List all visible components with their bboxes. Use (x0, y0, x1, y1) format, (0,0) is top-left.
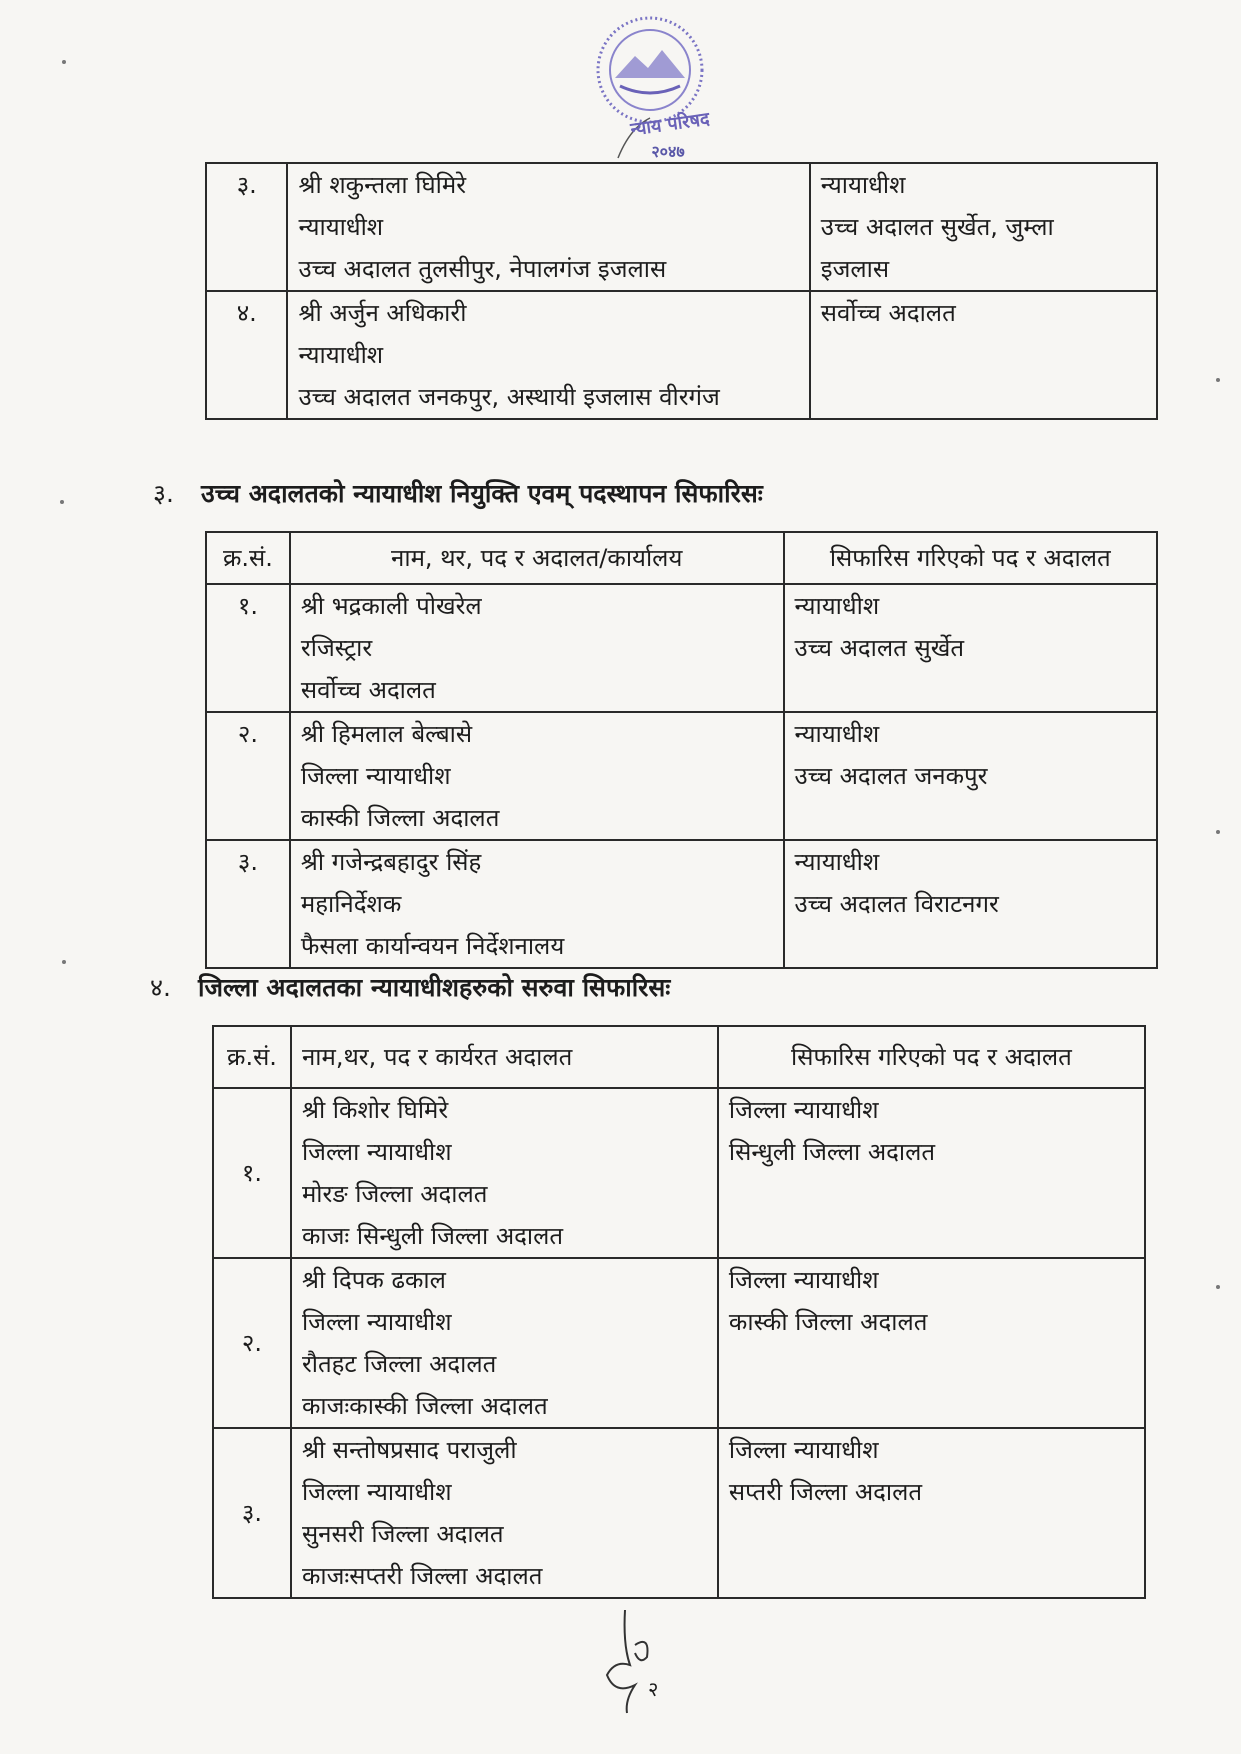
recommendation-line: उच्च अदालत जनकपुर (794, 762, 988, 790)
header-recommendation: सिफारिस गरिएको पद र अदालत (718, 1026, 1145, 1088)
name-line: महानिर्देशक (300, 890, 402, 918)
table-row (213, 1428, 1145, 1598)
recommendation-line: न्यायाधीश (794, 592, 880, 620)
table-row (206, 163, 1157, 291)
name-details-cell (291, 1258, 718, 1428)
recommendation-line: सप्तरी जिल्ला अदालत (728, 1478, 923, 1506)
name-line: श्री गजेन्द्रबहादुर सिंह (300, 848, 482, 876)
table-row (206, 584, 1157, 712)
name-line: कास्की जिल्ला अदालत (300, 804, 500, 832)
scan-speck (1216, 378, 1220, 382)
recommendation-line: उच्च अदालत विराटनगर (794, 890, 999, 918)
recommendation-line: सर्वोच्च अदालत (820, 299, 956, 327)
recommendation-line: जिल्ला न्यायाधीश (728, 1096, 879, 1124)
serial-number-text: २. (241, 1329, 263, 1357)
serial-number-text: ३. (237, 848, 258, 876)
name-line: सर्वोच्च अदालत (300, 676, 436, 704)
recommendation-cell (784, 840, 1157, 968)
name-line: श्री किशोर घिमिरे (301, 1096, 449, 1124)
name-details-cell (290, 712, 784, 840)
section-title: उच्च अदालतको न्यायाधीश नियुक्ति एवम् पदस्थापन सिफारिसः (201, 479, 763, 508)
name-line: श्री हिमलाल बेल्बासे (300, 720, 473, 748)
scan-speck (62, 960, 66, 964)
serial-number (206, 712, 290, 840)
recommendation-line: कास्की जिल्ला अदालत (728, 1308, 928, 1336)
section-title: जिल्ला अदालतका न्यायाधीशहरुको सरुवा सिफारिसः (198, 973, 671, 1002)
name-line: श्री अर्जुन अधिकारी (298, 299, 467, 327)
continuation-table (205, 162, 1158, 420)
page-number: २ (648, 1677, 659, 1701)
name-line: श्री शकुन्तला घिमिरे (298, 171, 467, 199)
serial-number (213, 1258, 291, 1428)
recommendation-cell (810, 291, 1157, 419)
section-4-heading (150, 970, 670, 1004)
serial-number (213, 1428, 291, 1598)
name-line: जिल्ला न्यायाधीश (300, 762, 451, 790)
table-row (213, 1258, 1145, 1428)
name-line: मोरङ जिल्ला अदालत (301, 1180, 488, 1208)
name-details-cell (290, 584, 784, 712)
high-court-appointment-table (205, 531, 1158, 969)
name-line: काजःसप्तरी जिल्ला अदालत (301, 1562, 543, 1590)
serial-number (206, 840, 290, 968)
name-line: रजिस्ट्रार (300, 634, 373, 662)
section-number: ४. (150, 973, 171, 1002)
scan-speck (1216, 830, 1220, 834)
name-line: काजः सिन्धुली जिल्ला अदालत (301, 1222, 564, 1250)
name-line: जिल्ला न्यायाधीश (301, 1138, 452, 1166)
recommendation-line: न्यायाधीश (794, 848, 880, 876)
table-row (206, 291, 1157, 419)
header-name: नाम,थर, पद र कार्यरत अदालत (291, 1026, 718, 1088)
section-number: ३. (153, 479, 174, 508)
seal-text: न्याय परिषद (629, 108, 711, 141)
name-line: श्री सन्तोषप्रसाद पराजुली (301, 1436, 517, 1464)
name-line: श्री दिपक ढकाल (301, 1266, 446, 1294)
header-serial: क्र.सं. (213, 1026, 291, 1088)
recommendation-line: उच्च अदालत सुर्खेत (794, 634, 965, 662)
name-line: रौतहट जिल्ला अदालत (301, 1350, 497, 1378)
seal-year: २०४७ (651, 142, 685, 161)
header-recommendation: सिफारिस गरिएको पद र अदालत (784, 532, 1157, 584)
name-line: न्यायाधीश (298, 341, 384, 369)
serial-number (206, 584, 290, 712)
name-details-cell (287, 291, 809, 419)
name-details-cell (287, 163, 809, 291)
serial-number-text: ३. (236, 171, 257, 199)
table-row (206, 840, 1157, 968)
recommendation-line: इजलास (820, 255, 890, 283)
recommendation-line: न्यायाधीश (794, 720, 880, 748)
name-details-cell (290, 840, 784, 968)
name-line: उच्च अदालत जनकपुर, अस्थायी इजलास वीरगंज (298, 383, 720, 411)
recommendation-line: सिन्धुली जिल्ला अदालत (728, 1138, 936, 1166)
recommendation-cell (718, 1088, 1145, 1258)
recommendation-cell (784, 712, 1157, 840)
name-line: उच्च अदालत तुलसीपुर, नेपालगंज इजलास (298, 255, 667, 283)
name-details-cell (291, 1088, 718, 1258)
name-line: काजःकास्की जिल्ला अदालत (301, 1392, 548, 1420)
serial-number-text: ३. (241, 1499, 263, 1527)
serial-number-text: २. (237, 720, 258, 748)
recommendation-cell (718, 1258, 1145, 1428)
serial-number (206, 163, 287, 291)
header-name: नाम, थर, पद र अदालत/कार्यालय (290, 532, 784, 584)
signature (595, 1605, 675, 1715)
scan-speck (1216, 1285, 1220, 1289)
serial-number (206, 291, 287, 419)
name-line: फैसला कार्यान्वयन निर्देशनालय (300, 932, 565, 960)
table-row (206, 712, 1157, 840)
serial-number-text: १. (237, 592, 258, 620)
header-serial: क्र.सं. (206, 532, 290, 584)
name-line: न्यायाधीश (298, 213, 384, 241)
name-line: जिल्ला न्यायाधीश (301, 1478, 452, 1506)
recommendation-line: जिल्ला न्यायाधीश (728, 1266, 879, 1294)
recommendation-line: उच्च अदालत सुर्खेत, जुम्ला (820, 213, 1054, 241)
serial-number (213, 1088, 291, 1258)
section-3-heading (153, 476, 763, 510)
district-transfer-table (212, 1025, 1146, 1599)
serial-number-text: ४. (236, 299, 257, 327)
name-line: जिल्ला न्यायाधीश (301, 1308, 452, 1336)
name-line: सुनसरी जिल्ला अदालत (301, 1520, 504, 1548)
recommendation-line: न्यायाधीश (820, 171, 906, 199)
table-row (213, 1088, 1145, 1258)
recommendation-cell (718, 1428, 1145, 1598)
recommendation-cell (784, 584, 1157, 712)
scan-speck (62, 60, 66, 64)
name-line: श्री भद्रकाली पोखरेल (300, 592, 482, 620)
name-details-cell (291, 1428, 718, 1598)
recommendation-cell (810, 163, 1157, 291)
recommendation-line: जिल्ला न्यायाधीश (728, 1436, 879, 1464)
scan-speck (60, 500, 64, 504)
serial-number-text: १. (241, 1159, 263, 1187)
